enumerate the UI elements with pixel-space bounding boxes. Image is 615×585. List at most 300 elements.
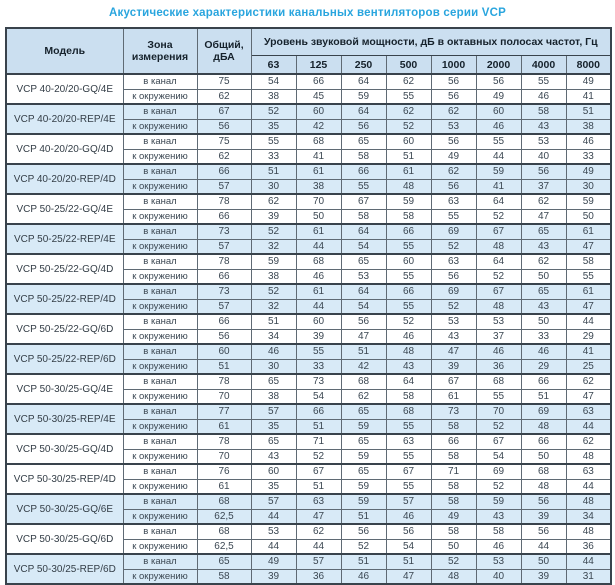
- zone-to-ambient-cell: к окружению: [123, 509, 197, 524]
- band-cell-1000: 58: [431, 449, 476, 464]
- band-cell-63: 65: [251, 434, 296, 449]
- band-cell-2000: 70: [476, 404, 521, 419]
- zone-to-ambient-cell: к окружению: [123, 89, 197, 104]
- band-cell-1000: 55: [431, 209, 476, 224]
- total-dba-cell: 57: [197, 299, 251, 314]
- band-cell-125: 38: [296, 179, 341, 194]
- model-cell: VCP 50-25/22-GQ/4D: [6, 254, 123, 284]
- band-cell-1000: 58: [431, 419, 476, 434]
- band-cell-125: 36: [296, 569, 341, 584]
- band-cell-4000: 50: [521, 449, 566, 464]
- band-cell-125: 61: [296, 224, 341, 239]
- band-cell-4000: 47: [521, 209, 566, 224]
- band-cell-250: 64: [341, 74, 386, 89]
- band-cell-1000: 49: [431, 149, 476, 164]
- band-cell-8000: 48: [566, 449, 611, 464]
- band-cell-125: 42: [296, 119, 341, 134]
- band-cell-8000: 50: [566, 209, 611, 224]
- band-cell-63: 51: [251, 164, 296, 179]
- band-cell-2000: 53: [476, 314, 521, 329]
- header-frequency-8000: 8000: [566, 56, 611, 75]
- band-cell-125: 45: [296, 89, 341, 104]
- total-dba-cell: 77: [197, 404, 251, 419]
- band-cell-1000: 53: [431, 119, 476, 134]
- band-cell-4000: 56: [521, 524, 566, 539]
- band-cell-500: 55: [386, 479, 431, 494]
- band-cell-125: 62: [296, 524, 341, 539]
- total-dba-cell: 75: [197, 74, 251, 89]
- band-cell-4000: 55: [521, 74, 566, 89]
- band-cell-8000: 59: [566, 194, 611, 209]
- band-cell-500: 48: [386, 344, 431, 359]
- band-cell-500: 58: [386, 209, 431, 224]
- total-dba-cell: 78: [197, 194, 251, 209]
- band-cell-125: 44: [296, 239, 341, 254]
- zone-to-ambient-cell: к окружению: [123, 389, 197, 404]
- band-cell-1000: 62: [431, 104, 476, 119]
- band-cell-63: 55: [251, 134, 296, 149]
- band-cell-63: 53: [251, 524, 296, 539]
- band-cell-1000: 69: [431, 224, 476, 239]
- total-dba-cell: 68: [197, 524, 251, 539]
- band-cell-500: 52: [386, 314, 431, 329]
- band-cell-125: 61: [296, 164, 341, 179]
- band-cell-250: 65: [341, 434, 386, 449]
- band-cell-500: 55: [386, 239, 431, 254]
- band-cell-500: 62: [386, 74, 431, 89]
- model-cell: VCP 50-30/25-GQ/6E: [6, 494, 123, 524]
- band-cell-1000: 52: [431, 299, 476, 314]
- band-cell-8000: 44: [566, 419, 611, 434]
- band-cell-4000: 50: [521, 314, 566, 329]
- band-cell-1000: 62: [431, 164, 476, 179]
- band-cell-8000: 49: [566, 74, 611, 89]
- model-cell: VCP 50-30/25-REP/4D: [6, 464, 123, 494]
- band-cell-63: 32: [251, 299, 296, 314]
- band-cell-4000: 44: [521, 539, 566, 554]
- zone-to-ambient-cell: к окружению: [123, 449, 197, 464]
- zone-in-duct-cell: в канал: [123, 284, 197, 299]
- band-cell-63: 52: [251, 104, 296, 119]
- zone-in-duct-cell: в канал: [123, 134, 197, 149]
- band-cell-1000: 43: [431, 329, 476, 344]
- table-row-in-duct: [6, 164, 611, 179]
- header-frequency-2000: 2000: [476, 56, 521, 75]
- band-cell-4000: 50: [521, 269, 566, 284]
- zone-to-ambient-cell: к окружению: [123, 419, 197, 434]
- model-cell: VCP 50-30/25-REP/4E: [6, 404, 123, 434]
- total-dba-cell: 51: [197, 359, 251, 374]
- band-cell-63: 57: [251, 404, 296, 419]
- zone-to-ambient-cell: к окружению: [123, 149, 197, 164]
- band-cell-63: 35: [251, 479, 296, 494]
- band-cell-2000: 49: [476, 89, 521, 104]
- zone-in-duct-cell: в канал: [123, 524, 197, 539]
- zone-in-duct-cell: в канал: [123, 344, 197, 359]
- total-dba-cell: 78: [197, 434, 251, 449]
- total-dba-cell: 57: [197, 239, 251, 254]
- band-cell-1000: 56: [431, 179, 476, 194]
- zone-to-ambient-cell: к окружению: [123, 329, 197, 344]
- total-dba-cell: 75: [197, 134, 251, 149]
- model-cell: VCP 50-30/25-REP/6D: [6, 554, 123, 584]
- band-cell-1000: 63: [431, 254, 476, 269]
- band-cell-8000: 61: [566, 224, 611, 239]
- zone-to-ambient-cell: к окружению: [123, 269, 197, 284]
- zone-to-ambient-cell: к окружению: [123, 239, 197, 254]
- band-cell-2000: 36: [476, 359, 521, 374]
- band-cell-4000: 46: [521, 89, 566, 104]
- band-cell-1000: 73: [431, 404, 476, 419]
- band-cell-63: 44: [251, 539, 296, 554]
- band-cell-8000: 34: [566, 509, 611, 524]
- band-cell-63: 38: [251, 89, 296, 104]
- band-cell-500: 56: [386, 524, 431, 539]
- total-dba-cell: 60: [197, 344, 251, 359]
- band-cell-2000: 55: [476, 134, 521, 149]
- band-cell-63: 46: [251, 344, 296, 359]
- band-cell-63: 35: [251, 419, 296, 434]
- band-cell-8000: 47: [566, 389, 611, 404]
- band-cell-8000: 38: [566, 119, 611, 134]
- band-cell-250: 58: [341, 209, 386, 224]
- band-cell-2000: 64: [476, 254, 521, 269]
- table-row-in-duct: [6, 104, 611, 119]
- total-dba-cell: 62: [197, 149, 251, 164]
- band-cell-1000: 61: [431, 389, 476, 404]
- header-frequency-125: 125: [296, 56, 341, 75]
- acoustic-characteristics-table: [5, 27, 612, 585]
- header-frequency-63: 63: [251, 56, 296, 75]
- band-cell-250: 64: [341, 104, 386, 119]
- band-cell-8000: 58: [566, 254, 611, 269]
- band-cell-500: 51: [386, 554, 431, 569]
- band-cell-1000: 53: [431, 314, 476, 329]
- model-cell: VCP 50-25/22-GQ/6D: [6, 314, 123, 344]
- total-dba-cell: 62,5: [197, 509, 251, 524]
- band-cell-4000: 43: [521, 239, 566, 254]
- band-cell-125: 61: [296, 284, 341, 299]
- model-cell: VCP 50-30/25-GQ/6D: [6, 524, 123, 554]
- band-cell-500: 60: [386, 134, 431, 149]
- band-cell-8000: 47: [566, 299, 611, 314]
- band-cell-125: 50: [296, 209, 341, 224]
- band-cell-500: 55: [386, 269, 431, 284]
- table-row-in-duct: [6, 74, 611, 89]
- table-row-in-duct: [6, 344, 611, 359]
- band-cell-250: 65: [341, 404, 386, 419]
- band-cell-125: 54: [296, 389, 341, 404]
- band-cell-250: 59: [341, 419, 386, 434]
- band-cell-500: 63: [386, 434, 431, 449]
- band-cell-4000: 66: [521, 374, 566, 389]
- band-cell-1000: 56: [431, 89, 476, 104]
- band-cell-500: 48: [386, 179, 431, 194]
- band-cell-8000: 25: [566, 359, 611, 374]
- band-cell-250: 65: [341, 254, 386, 269]
- table-row-in-duct: [6, 374, 611, 389]
- total-dba-cell: 78: [197, 374, 251, 389]
- band-cell-2000: 46: [476, 539, 521, 554]
- band-cell-250: 59: [341, 479, 386, 494]
- band-cell-250: 42: [341, 359, 386, 374]
- zone-to-ambient-cell: к окружению: [123, 209, 197, 224]
- header-frequency-250: 250: [341, 56, 386, 75]
- band-cell-2000: 60: [476, 104, 521, 119]
- total-dba-cell: 68: [197, 494, 251, 509]
- total-dba-cell: 65: [197, 554, 251, 569]
- band-cell-1000: 52: [431, 554, 476, 569]
- band-cell-2000: 67: [476, 434, 521, 449]
- band-cell-500: 54: [386, 539, 431, 554]
- band-cell-1000: 58: [431, 479, 476, 494]
- band-cell-250: 64: [341, 224, 386, 239]
- band-cell-8000: 29: [566, 329, 611, 344]
- band-cell-500: 66: [386, 224, 431, 239]
- zone-in-duct-cell: в канал: [123, 374, 197, 389]
- band-cell-63: 38: [251, 389, 296, 404]
- band-cell-2000: 37: [476, 329, 521, 344]
- band-cell-125: 52: [296, 449, 341, 464]
- band-cell-250: 55: [341, 179, 386, 194]
- header-frequency-1000: 1000: [431, 56, 476, 75]
- band-cell-125: 60: [296, 314, 341, 329]
- band-cell-125: 41: [296, 149, 341, 164]
- band-cell-2000: 48: [476, 299, 521, 314]
- header-frequency-4000: 4000: [521, 56, 566, 75]
- band-cell-500: 64: [386, 374, 431, 389]
- band-cell-250: 59: [341, 494, 386, 509]
- table-row-in-duct: [6, 134, 611, 149]
- band-cell-1000: 49: [431, 509, 476, 524]
- band-cell-250: 67: [341, 194, 386, 209]
- model-cell: VCP 40-20/20-GQ/4E: [6, 74, 123, 104]
- band-cell-4000: 56: [521, 494, 566, 509]
- band-cell-500: 51: [386, 149, 431, 164]
- band-cell-125: 63: [296, 494, 341, 509]
- band-cell-1000: 58: [431, 494, 476, 509]
- band-cell-8000: 46: [566, 134, 611, 149]
- band-cell-4000: 37: [521, 179, 566, 194]
- band-cell-500: 59: [386, 194, 431, 209]
- band-cell-1000: 69: [431, 284, 476, 299]
- band-cell-8000: 44: [566, 479, 611, 494]
- band-cell-4000: 65: [521, 284, 566, 299]
- band-cell-1000: 66: [431, 434, 476, 449]
- table-row-in-duct: [6, 554, 611, 569]
- model-cell: VCP 40-20/20-GQ/4D: [6, 134, 123, 164]
- band-cell-4000: 65: [521, 224, 566, 239]
- band-cell-4000: 50: [521, 554, 566, 569]
- band-cell-250: 56: [341, 524, 386, 539]
- zone-in-duct-cell: в канал: [123, 104, 197, 119]
- band-cell-4000: 62: [521, 254, 566, 269]
- band-cell-2000: 44: [476, 149, 521, 164]
- band-cell-4000: 40: [521, 149, 566, 164]
- table-header: [6, 28, 611, 74]
- band-cell-250: 51: [341, 344, 386, 359]
- band-cell-2000: 46: [476, 119, 521, 134]
- band-cell-2000: 52: [476, 419, 521, 434]
- band-cell-4000: 68: [521, 464, 566, 479]
- band-cell-1000: 63: [431, 194, 476, 209]
- band-cell-500: 55: [386, 299, 431, 314]
- band-cell-63: 33: [251, 149, 296, 164]
- band-cell-63: 54: [251, 74, 296, 89]
- band-cell-500: 67: [386, 464, 431, 479]
- total-dba-cell: 76: [197, 464, 251, 479]
- band-cell-2000: 52: [476, 269, 521, 284]
- total-dba-cell: 78: [197, 254, 251, 269]
- band-cell-63: 49: [251, 554, 296, 569]
- band-cell-63: 65: [251, 374, 296, 389]
- total-dba-cell: 66: [197, 209, 251, 224]
- band-cell-125: 33: [296, 359, 341, 374]
- band-cell-63: 30: [251, 179, 296, 194]
- total-dba-cell: 58: [197, 569, 251, 584]
- zone-in-duct-cell: в канал: [123, 554, 197, 569]
- band-cell-63: 39: [251, 569, 296, 584]
- total-dba-cell: 61: [197, 419, 251, 434]
- total-dba-cell: 73: [197, 284, 251, 299]
- band-cell-2000: 48: [476, 239, 521, 254]
- band-cell-1000: 58: [431, 524, 476, 539]
- band-cell-2000: 52: [476, 479, 521, 494]
- band-cell-8000: 49: [566, 164, 611, 179]
- band-cell-1000: 67: [431, 374, 476, 389]
- band-cell-8000: 31: [566, 569, 611, 584]
- band-cell-125: 39: [296, 329, 341, 344]
- band-cell-4000: 39: [521, 569, 566, 584]
- band-cell-2000: 41: [476, 179, 521, 194]
- band-cell-1000: 39: [431, 359, 476, 374]
- band-cell-2000: 58: [476, 524, 521, 539]
- band-cell-250: 54: [341, 299, 386, 314]
- band-cell-4000: 53: [521, 134, 566, 149]
- total-dba-cell: 67: [197, 104, 251, 119]
- table-row-in-duct: [6, 254, 611, 269]
- header-frequency-500: 500: [386, 56, 431, 75]
- band-cell-500: 58: [386, 389, 431, 404]
- zone-in-duct-cell: в канал: [123, 464, 197, 479]
- band-cell-63: 38: [251, 269, 296, 284]
- band-cell-2000: 53: [476, 554, 521, 569]
- band-cell-63: 62: [251, 194, 296, 209]
- band-cell-2000: 43: [476, 509, 521, 524]
- band-cell-4000: 29: [521, 359, 566, 374]
- total-dba-cell: 66: [197, 314, 251, 329]
- zone-in-duct-cell: в канал: [123, 164, 197, 179]
- table-row-in-duct: [6, 284, 611, 299]
- band-cell-2000: 54: [476, 449, 521, 464]
- total-dba-cell: 62: [197, 89, 251, 104]
- total-dba-cell: 66: [197, 269, 251, 284]
- zone-to-ambient-cell: к окружению: [123, 479, 197, 494]
- band-cell-125: 46: [296, 269, 341, 284]
- band-cell-8000: 41: [566, 89, 611, 104]
- zone-in-duct-cell: в канал: [123, 224, 197, 239]
- band-cell-8000: 30: [566, 179, 611, 194]
- band-cell-1000: 56: [431, 269, 476, 284]
- band-cell-250: 54: [341, 239, 386, 254]
- band-cell-4000: 33: [521, 329, 566, 344]
- band-cell-8000: 44: [566, 554, 611, 569]
- zone-to-ambient-cell: к окружению: [123, 299, 197, 314]
- table-row-in-duct: [6, 224, 611, 239]
- zone-to-ambient-cell: к окружению: [123, 539, 197, 554]
- band-cell-500: 68: [386, 404, 431, 419]
- model-cell: VCP 40-20/20-REP/4E: [6, 104, 123, 134]
- band-cell-250: 56: [341, 314, 386, 329]
- band-cell-4000: 69: [521, 404, 566, 419]
- band-cell-4000: 58: [521, 104, 566, 119]
- band-cell-125: 47: [296, 509, 341, 524]
- band-cell-125: 55: [296, 344, 341, 359]
- band-cell-125: 71: [296, 434, 341, 449]
- band-cell-125: 67: [296, 464, 341, 479]
- model-cell: VCP 50-25/22-REP/6D: [6, 344, 123, 374]
- band-cell-1000: 50: [431, 539, 476, 554]
- band-cell-2000: 52: [476, 209, 521, 224]
- band-cell-8000: 33: [566, 149, 611, 164]
- band-cell-8000: 51: [566, 104, 611, 119]
- total-dba-cell: 61: [197, 479, 251, 494]
- band-cell-63: 52: [251, 284, 296, 299]
- band-cell-250: 46: [341, 569, 386, 584]
- band-cell-2000: 67: [476, 284, 521, 299]
- table-row-in-duct: [6, 524, 611, 539]
- band-cell-63: 35: [251, 119, 296, 134]
- header-row-main: [6, 28, 611, 56]
- total-dba-cell: 66: [197, 164, 251, 179]
- model-cell: VCP 50-25/22-REP/4E: [6, 224, 123, 254]
- band-cell-125: 60: [296, 104, 341, 119]
- band-cell-2000: 68: [476, 374, 521, 389]
- band-cell-2000: 67: [476, 224, 521, 239]
- band-cell-4000: 43: [521, 119, 566, 134]
- band-cell-1000: 48: [431, 569, 476, 584]
- band-cell-63: 30: [251, 359, 296, 374]
- band-cell-500: 46: [386, 329, 431, 344]
- band-cell-8000: 44: [566, 314, 611, 329]
- table-row-in-duct: [6, 434, 611, 449]
- band-cell-125: 68: [296, 254, 341, 269]
- band-cell-2000: 59: [476, 494, 521, 509]
- band-cell-2000: 64: [476, 194, 521, 209]
- band-cell-8000: 62: [566, 434, 611, 449]
- band-cell-8000: 61: [566, 284, 611, 299]
- band-cell-250: 68: [341, 374, 386, 389]
- band-cell-2000: 59: [476, 164, 521, 179]
- band-cell-1000: 56: [431, 134, 476, 149]
- band-cell-250: 51: [341, 554, 386, 569]
- band-cell-125: 70: [296, 194, 341, 209]
- band-cell-2000: 40: [476, 569, 521, 584]
- band-cell-8000: 55: [566, 269, 611, 284]
- model-cell: VCP 50-30/25-GQ/4E: [6, 374, 123, 404]
- band-cell-4000: 51: [521, 389, 566, 404]
- band-cell-1000: 71: [431, 464, 476, 479]
- band-cell-63: 51: [251, 314, 296, 329]
- band-cell-8000: 63: [566, 404, 611, 419]
- band-cell-250: 58: [341, 149, 386, 164]
- band-cell-2000: 46: [476, 344, 521, 359]
- band-cell-125: 57: [296, 554, 341, 569]
- header-zone: Зона измерения: [123, 28, 197, 74]
- band-cell-63: 39: [251, 209, 296, 224]
- band-cell-250: 56: [341, 119, 386, 134]
- band-cell-8000: 36: [566, 539, 611, 554]
